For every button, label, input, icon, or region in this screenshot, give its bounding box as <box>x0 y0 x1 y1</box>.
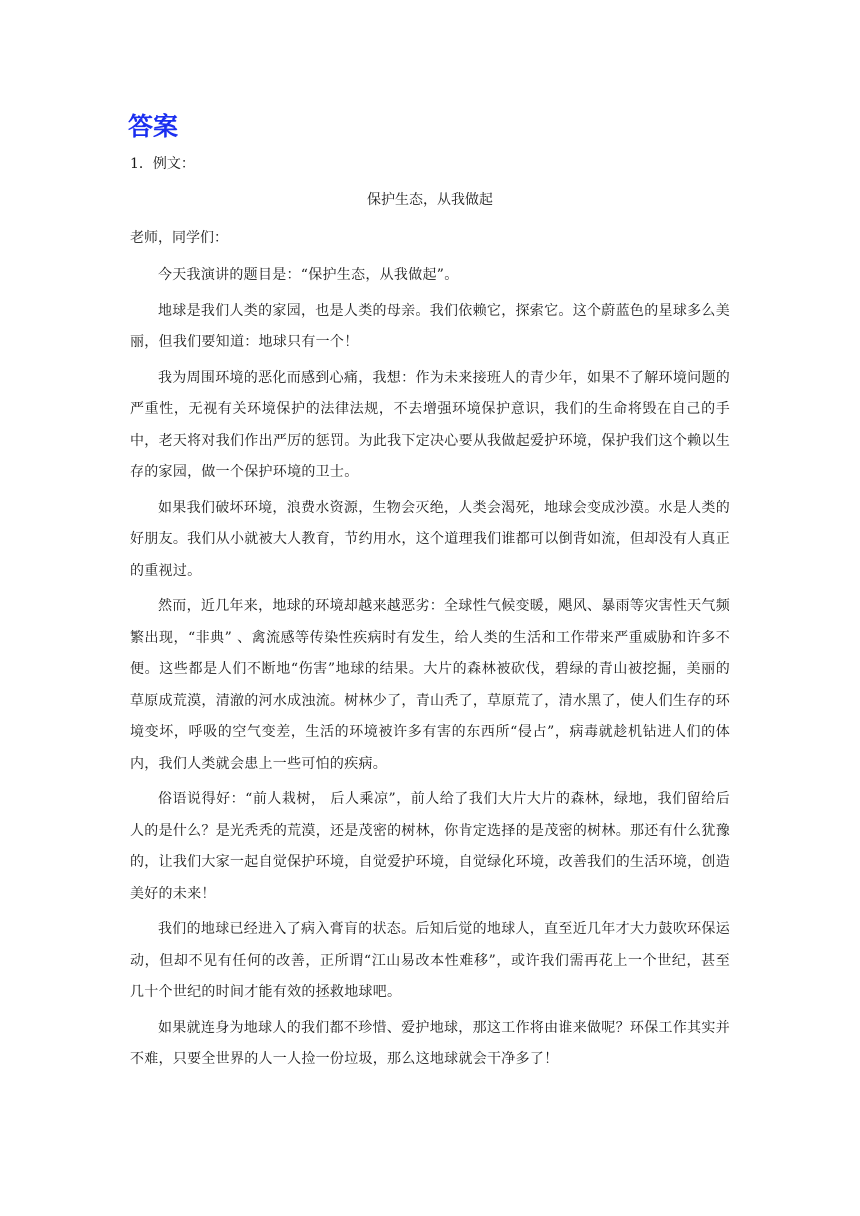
essay-paragraph-6: 俗语说得好：“前人栽树， 后人乘凉”，前人给了我们大片大片的森林，绿地，我们留给后人的是什么？是光秃秃的荒漠，还是茂密的树林，你肯定选择的是茂密的树林。那还有什么犹豫的，让我们大家一起自觉保护环境，自觉爱护环境，自觉绿化环境，改善我们的生活环境，创造美好的未来！ <box>130 791 730 902</box>
essay-paragraph-8: 如果就连身为地球人的我们都不珍惜、爱护地球，那这工作将由谁来做呢？环保工作其实并不难，只要全世界的人一人捡一份垃圾，那么这地球就会干净多了！ <box>130 1019 730 1067</box>
question-label: 1．例文： <box>130 156 195 172</box>
answer-heading: 答案 <box>128 112 179 141</box>
essay-paragraph-2: 地球是我们人类的家园，也是人类的母亲。我们依赖它，探索它。这个蔚蓝色的星球多么美丽，但我们要知道：地球只有一个！ <box>130 302 730 350</box>
essay-paragraph-4: 如果我们破坏环境，浪费水资源，生物会灭绝，人类会渴死，地球会变成沙漠。水是人类的好朋友。我们从小就被大人教育，节约用水，这个道理我们谁都可以倒背如流，但却没有人真正的重视过。 <box>130 499 730 579</box>
essay-paragraph-3: 我为周围环境的恶化而感到心痛，我想：作为未来接班人的青少年，如果不了解环境问题的严重性，无视有关环境保护的法律法规，不去增强环境保护意识，我们的生命将毁在自己的手中，老天将对我们作出严厉的惩罚。为此我下定决心要从我做起爱护环境，保护我们这个赖以生存的家园，做一个保护环境的卫士。 <box>130 369 730 480</box>
essay-paragraph-5: 然而，近几年来，地球的环境却越来越恶劣：全球性气候变暖，飓风、暴雨等灾害性天气频繁出现，“非典” 、禽流感等传染性疾病时有发生，给人类的生活和工作带来严重威胁和许多不便。这些都是人们不断地“伤害”地球的结果。大片的森林被砍伐，碧绿的青山被挖掘，美丽的草原成荒漠，清澈的河水成浊流。树林少了，青山秃了，草原荒了，清水黑了，使人们生存的环境变坏，呼吸的空气变差，生活的环境被许多有害的东西所“侵占”，病毒就趁机钻进人们的体内，我们人类就会患上一些可怕的疾病。 <box>130 598 730 772</box>
answer-document <box>130 108 730 1080</box>
essay-paragraph-1: 今天我演讲的题目是：“保护生态，从我做起”。 <box>158 267 459 283</box>
essay-greeting: 老师，同学们： <box>130 230 228 246</box>
essay-paragraph-7: 我们的地球已经进入了病入膏肓的状态。后知后觉的地球人，直至近几年才大力鼓吹环保运动，但却不见有任何的改善，正所谓“江山易改本性难移”，或许我们需再花上一个世纪，甚至几十个世纪的时间才能有效的拯救地球吧。 <box>130 921 730 1000</box>
essay-title: 保护生态，从我做起 <box>367 192 493 208</box>
